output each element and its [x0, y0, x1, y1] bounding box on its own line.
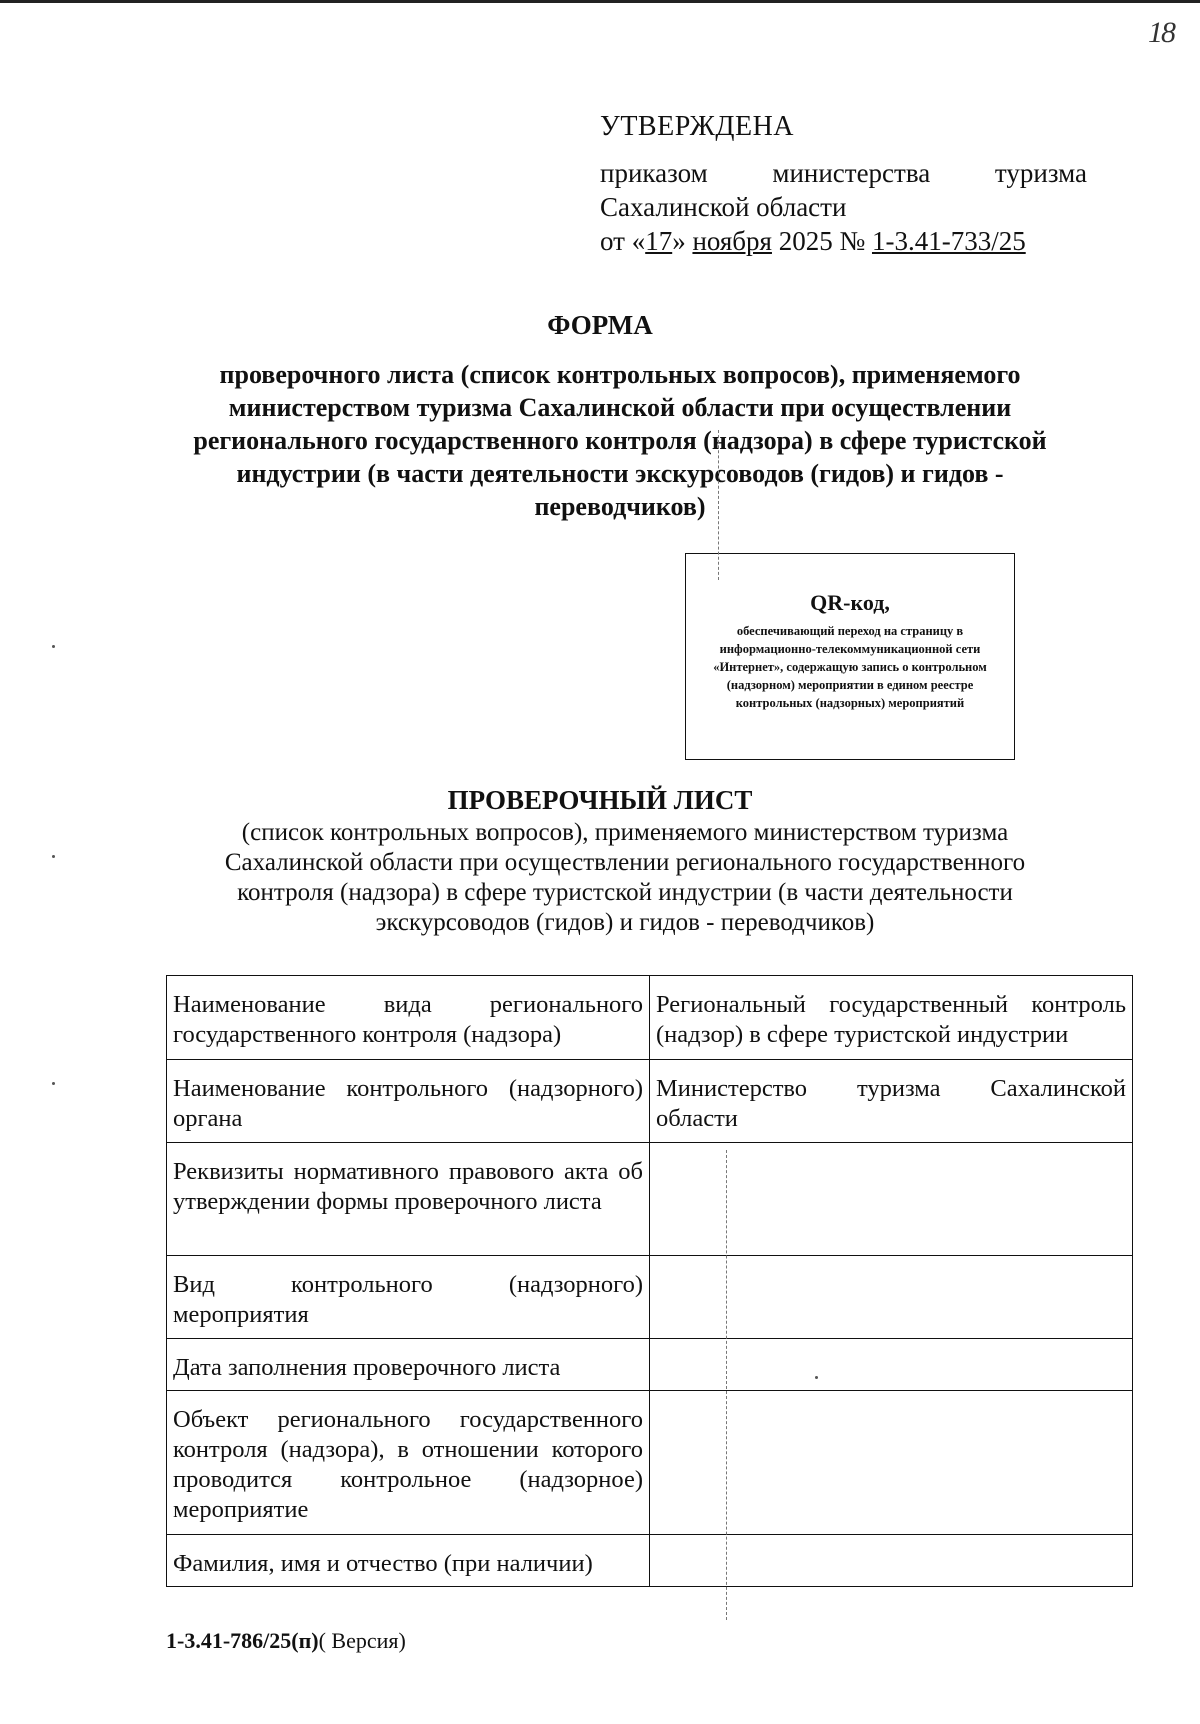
- row-value: [650, 1339, 1133, 1391]
- approval-order-line: [600, 224, 1087, 258]
- qr-code-box: [685, 553, 1015, 760]
- row-label: Объект регионального государственного контроля (надзора), в отношении которого проводится контрольное (надзорное) мероприятие: [167, 1391, 650, 1535]
- table-row: [167, 1256, 1133, 1339]
- order-year: 2025 №: [771, 226, 872, 256]
- approval-line-2: Сахалинской области: [600, 192, 847, 222]
- scan-speck: [815, 1376, 818, 1379]
- approval-word: туризма: [994, 158, 1087, 188]
- date-prefix: от «: [600, 226, 646, 256]
- table-row: [167, 1143, 1133, 1256]
- document-version: ( Версия): [318, 1628, 406, 1653]
- approval-word: приказом: [600, 158, 708, 188]
- checklist-title: ПРОВЕРОЧНЫЙ ЛИСТ: [447, 785, 753, 815]
- checklist-subtitle: (список контрольных вопросов), применяемого министерством туризма Сахалинской области при осуществлении регионального государственного контроля (надзора) в сфере туристской индустрии (в части деятельности экскурсоводов (гидов) и гидов - переводчиков): [224, 819, 1026, 936]
- row-label: Реквизиты нормативного правового акта об утверждении формы проверочного листа: [167, 1143, 650, 1256]
- approval-heading: УТВЕРЖДЕНА: [600, 111, 795, 142]
- qr-title: QR-код,: [810, 590, 890, 615]
- table-row: [167, 1339, 1133, 1391]
- approval-line-1: [600, 156, 1087, 190]
- scan-top-edge: [0, 0, 1200, 3]
- approval-block: [600, 110, 1087, 258]
- scan-artifact-line: [726, 1150, 728, 1620]
- document-code: 1-3.41-786/25(п): [166, 1628, 319, 1653]
- document-footer: [166, 1628, 406, 1654]
- row-label: Наименование вида регионального государственного контроля (надзора): [167, 976, 650, 1060]
- scan-speck: [52, 645, 55, 648]
- scan-artifact-line: [718, 430, 720, 580]
- page-number: 18: [1148, 16, 1174, 49]
- approval-word: министерства: [772, 158, 931, 188]
- checklist-info-table: [166, 975, 1133, 1587]
- form-subtitle: проверочного листа (список контрольных вопросов), применяемого министерством туризма Сахалинской области при осуществлении регионального государственного контроля (надзора) в сфере туристской индустрии (в части деятельности экскурсоводов (гидов) и гидов - переводчиков): [193, 360, 1047, 521]
- order-month: ноября: [692, 226, 772, 256]
- table-row: [167, 976, 1133, 1060]
- scan-speck: [52, 855, 55, 858]
- scan-speck: [52, 1082, 55, 1085]
- order-day: 17: [645, 226, 673, 256]
- table-row: [167, 1391, 1133, 1535]
- row-value: [650, 1391, 1133, 1535]
- row-label: Вид контрольного (надзорного) мероприятия: [167, 1256, 650, 1339]
- row-value: Министерство туризма Сахалинской области: [650, 1060, 1133, 1143]
- qr-description: обеспечивающий переход на страницу в информационно-телекоммуникационной сети «Интернет», содержащую запись о контрольном (надзорном) мероприятии в едином реестре контрольных (надзорных) мероприятий: [713, 624, 987, 710]
- table-row: [167, 1060, 1133, 1143]
- form-title: ФОРМА: [547, 310, 653, 340]
- table-row: [167, 1535, 1133, 1587]
- order-number: 1-3.41-733/25: [871, 226, 1026, 256]
- date-mid: »: [672, 226, 693, 256]
- row-value: Региональный государственный контроль (надзор) в сфере туристской индустрии: [650, 976, 1133, 1060]
- row-value: [650, 1535, 1133, 1587]
- row-value: [650, 1256, 1133, 1339]
- row-label: Наименование контрольного (надзорного) органа: [167, 1060, 650, 1143]
- row-label: Дата заполнения проверочного листа: [167, 1339, 650, 1391]
- row-value: [650, 1143, 1133, 1256]
- row-label: Фамилия, имя и отчество (при наличии): [167, 1535, 650, 1587]
